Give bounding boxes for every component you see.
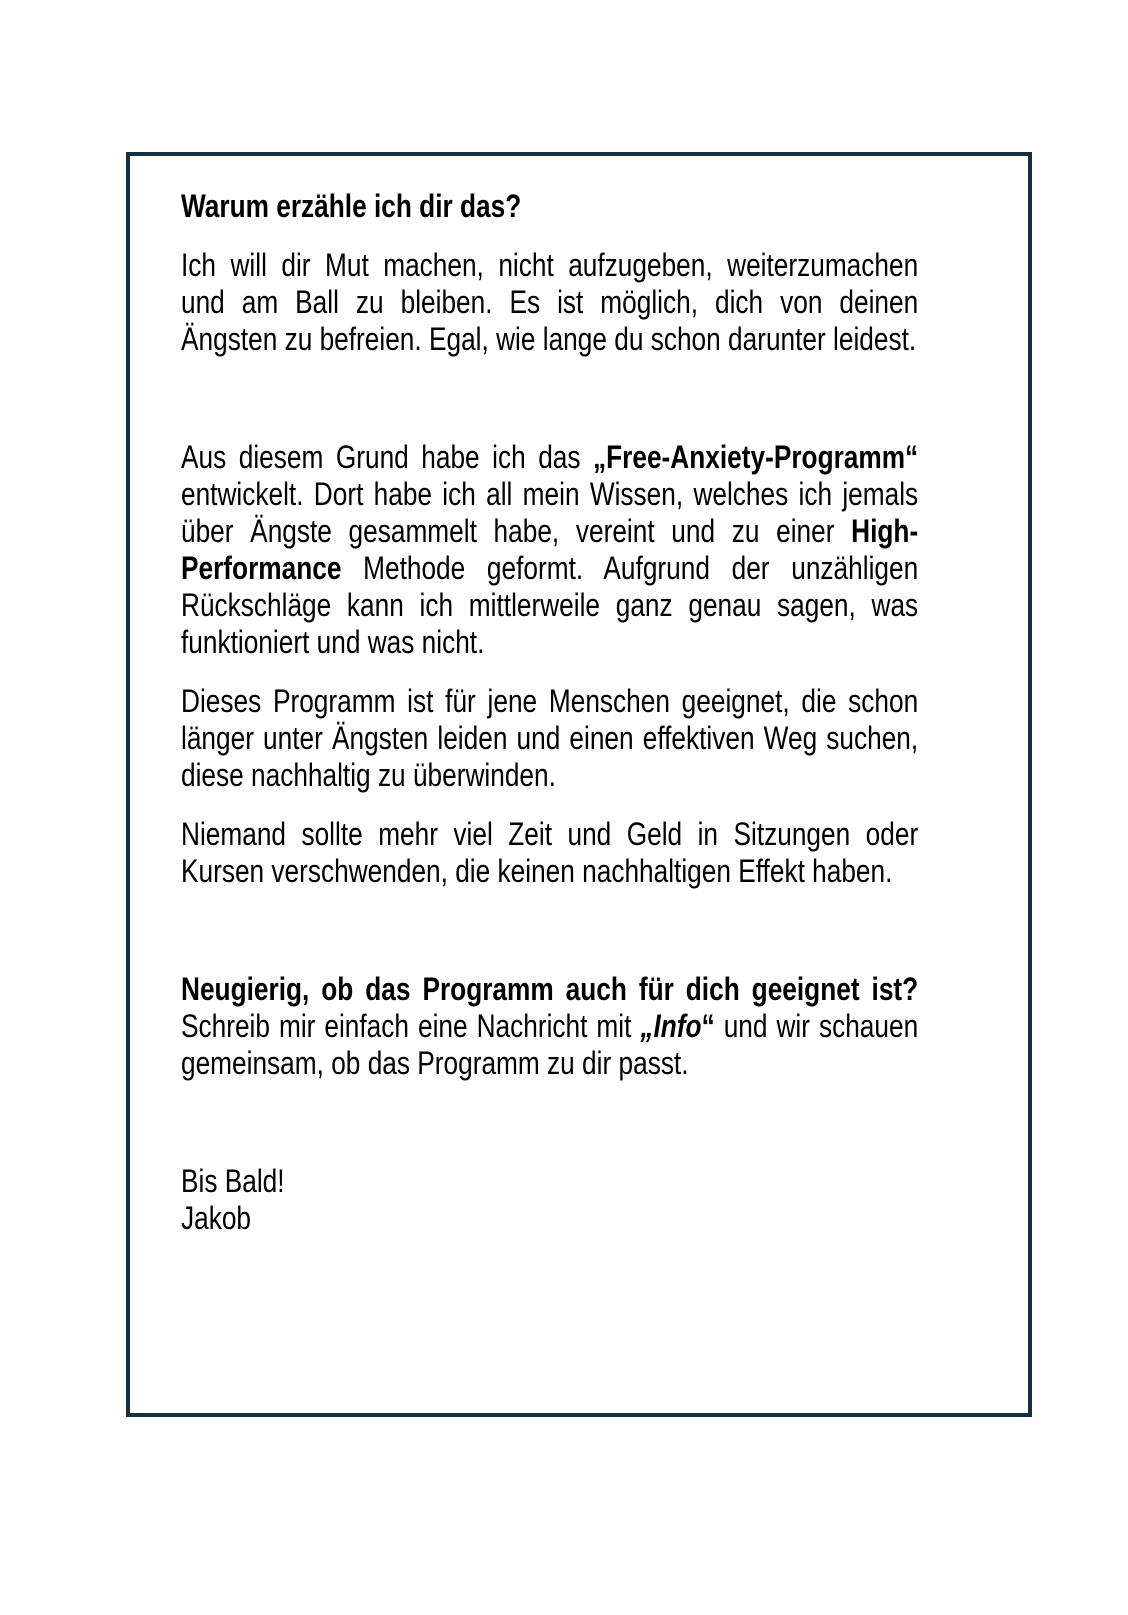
- paragraph-call-to-action: [181, 971, 918, 1082]
- blank-line: [181, 380, 918, 417]
- info-keyword-bold-italic: „Info: [640, 1008, 702, 1044]
- letter-content: [130, 156, 1028, 1237]
- blank-line: [181, 1104, 918, 1141]
- paragraph-no-waste: Niemand sollte mehr viel Zeit und Geld in Sitzungen oder Kursen verschwenden, die keinen nachhaltigen Effekt haben.: [181, 816, 919, 889]
- letter-heading: Warum erzähle ich dir das?: [181, 188, 522, 224]
- letter-text-column: [181, 188, 918, 1237]
- paragraph-target-audience: Dieses Programm ist für jene Menschen geeignet, die schon länger unter Ängsten leiden und einen effektiven Weg suchen, diese nachhaltig zu überwinden.: [181, 683, 919, 793]
- program-name-bold: „Free-Anxiety-Programm“: [593, 439, 919, 475]
- paragraph-motivation: Ich will dir Mut machen, nicht aufzugeben, weiterzumachen und am Ball zu bleiben. Es ist möglich, dich von deinen Ängsten zu befreien. Egal, wie lange du schon darunter leidest.: [181, 247, 919, 357]
- paragraph-program-origin-middle: entwickelt. Dort habe ich all mein Wissen, welches ich jemals über Ängste gesammelt habe, vereint und zu einer: [181, 476, 919, 549]
- paragraph-program-origin: [181, 439, 918, 661]
- paragraph-program-origin-tail: Methode geformt. Aufgrund der unzähligen Rückschläge kann ich mittlerweile ganz genau sagen, was funktioniert und was nicht.: [181, 550, 919, 660]
- method-name-bold: High-Performance: [181, 513, 919, 586]
- letter-border-box: [126, 152, 1032, 1417]
- info-closing-quote-bold: “: [701, 1008, 715, 1044]
- cta-tail: und wir schauen gemeinsam, ob das Programm zu dir passt.: [181, 1008, 919, 1081]
- cta-mid: Schreib mir einfach eine Nachricht mit: [181, 1008, 641, 1044]
- paragraph-program-origin-lead: Aus diesem Grund habe ich das: [181, 439, 594, 475]
- signature-line-closing: Bis Bald!: [181, 1163, 285, 1199]
- blank-line: [181, 912, 918, 949]
- signature: [181, 1163, 918, 1237]
- signature-line-name: Jakob: [181, 1200, 252, 1236]
- cta-question-bold: Neugierig, ob das Programm auch für dich geeignet ist?: [181, 971, 919, 1007]
